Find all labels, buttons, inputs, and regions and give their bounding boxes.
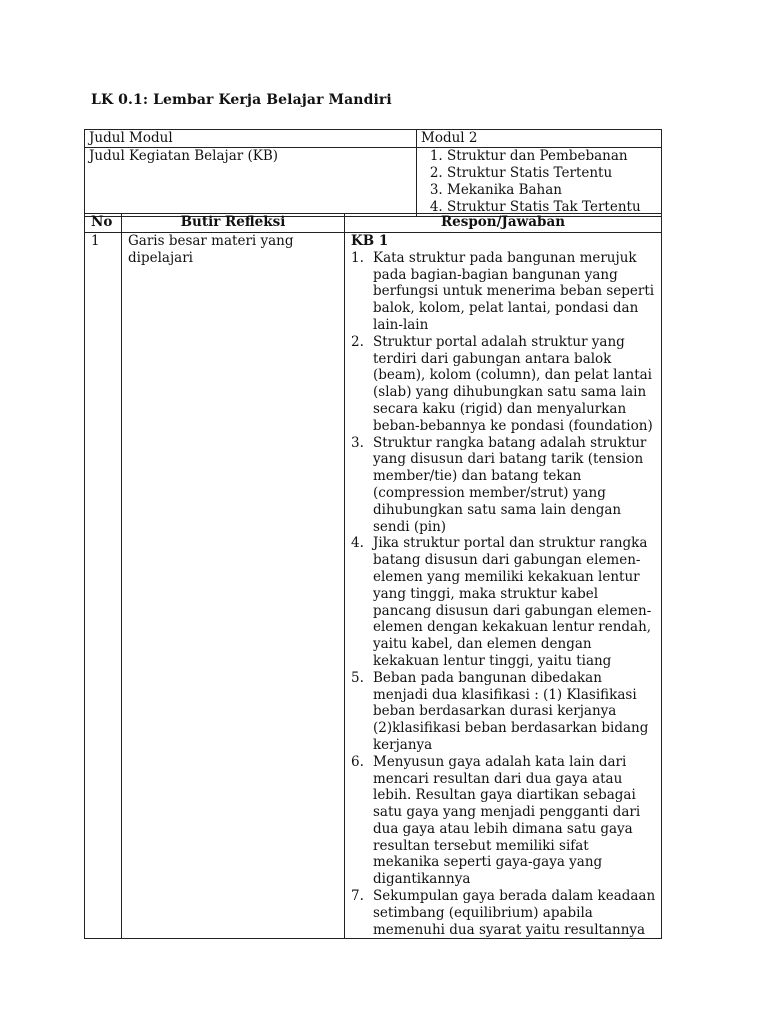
kb-item: 1. Struktur dan Pembebanan bbox=[447, 148, 657, 165]
item-number: 4. bbox=[351, 535, 364, 552]
item-text: Sekumpulan gaya berada dalam keadaan setimbang (equilibrium) apabila memenuhi dua syarat yaitu resultannya bbox=[373, 888, 656, 938]
item-number: 1. bbox=[351, 249, 364, 266]
kb-heading: KB 1 bbox=[351, 233, 389, 249]
kb-item: 2. Struktur Statis Tertentu bbox=[447, 165, 657, 182]
page-title: LK 0.1: Lembar Kerja Belajar Mandiri bbox=[91, 92, 392, 108]
item-number: 5. bbox=[351, 669, 364, 686]
item-text: Struktur portal adalah struktur yang terdiri dari gabungan antara balok (beam), kolom (column), dan pelat lantai (slab) yang dihubungkan satu sama lain secara kaku (rigid) dan menyalurkan beban-bebannya ke pondasi (foundation) bbox=[373, 333, 653, 434]
row-butir: Garis besar materi yang dipelajari bbox=[122, 233, 345, 939]
table-row bbox=[85, 233, 662, 939]
answer-list bbox=[351, 250, 657, 939]
module-label: Judul Modul bbox=[85, 130, 417, 148]
item-text: Kata struktur pada bangunan merujuk pada bagian-bagian bangunan yang berfungsi untuk menerima beban seperti balok, kolom, pelat lantai, pondasi dan lain-lain bbox=[373, 249, 655, 333]
kb-label: Judul Kegiatan Belajar (KB) bbox=[85, 148, 417, 217]
module-value: Modul 2 bbox=[417, 130, 662, 148]
list-item bbox=[351, 888, 657, 938]
list-item bbox=[351, 334, 657, 435]
item-text: Beban pada bangunan dibedakan menjadi dua klasifikasi : (1) Klasifikasi beban berdasarkan durasi kerjanya (2)klasifikasi beban berdasarkan bidang kerjanya bbox=[373, 669, 649, 753]
list-item bbox=[351, 670, 657, 754]
row-response bbox=[345, 233, 662, 939]
item-number: 6. bbox=[351, 753, 364, 770]
kb-list bbox=[421, 148, 657, 216]
list-item bbox=[351, 754, 657, 888]
row-number: 1 bbox=[85, 233, 122, 939]
list-item bbox=[351, 435, 657, 536]
item-text: Struktur rangka batang adalah struktur yang disusun dari batang tarik (tension member/tie) dan batang tekan (compression member/strut) yang dihubungkan satu sama lain dengan sendi (pin) bbox=[373, 434, 647, 535]
kb-row bbox=[85, 148, 662, 217]
item-number: 2. bbox=[351, 333, 364, 350]
header-no: No bbox=[85, 214, 122, 233]
module-info-table bbox=[84, 129, 662, 217]
item-text: Jika struktur portal dan struktur rangka batang disusun dari gabungan elemen-elemen yang memiliki kekakuan lentur yang tinggi, maka struktur kabel pancang disusun dari gabungan elemen-elemen dengan kekakuan lentur rendah, yaitu kabel, dan elemen dengan kekakuan lentur tinggi, yaitu tiang bbox=[373, 535, 652, 669]
kb-item: 3. Mekanika Bahan bbox=[447, 182, 657, 199]
item-number: 3. bbox=[351, 434, 364, 451]
reflection-table bbox=[84, 213, 662, 939]
list-item bbox=[351, 250, 657, 334]
kb-item: 4. Struktur Statis Tak Tertentu bbox=[447, 199, 657, 216]
header-butir-refleksi: Butir Refleksi bbox=[122, 214, 345, 233]
header-respon-jawaban: Respon/Jawaban bbox=[345, 214, 662, 233]
item-text: Menyusun gaya adalah kata lain dari mencari resultan dari dua gaya atau lebih. Resultan gaya diartikan sebagai satu gaya yang menjadi pengganti dari dua gaya atau lebih dimana satu gaya resultan tersebut memiliki sifat mekanika seperti gaya-gaya yang digantikannya bbox=[373, 753, 641, 888]
table-header-row bbox=[85, 214, 662, 233]
list-item bbox=[351, 535, 657, 669]
module-row bbox=[85, 130, 662, 148]
kb-list-cell bbox=[417, 148, 662, 217]
item-number: 7. bbox=[351, 888, 364, 905]
